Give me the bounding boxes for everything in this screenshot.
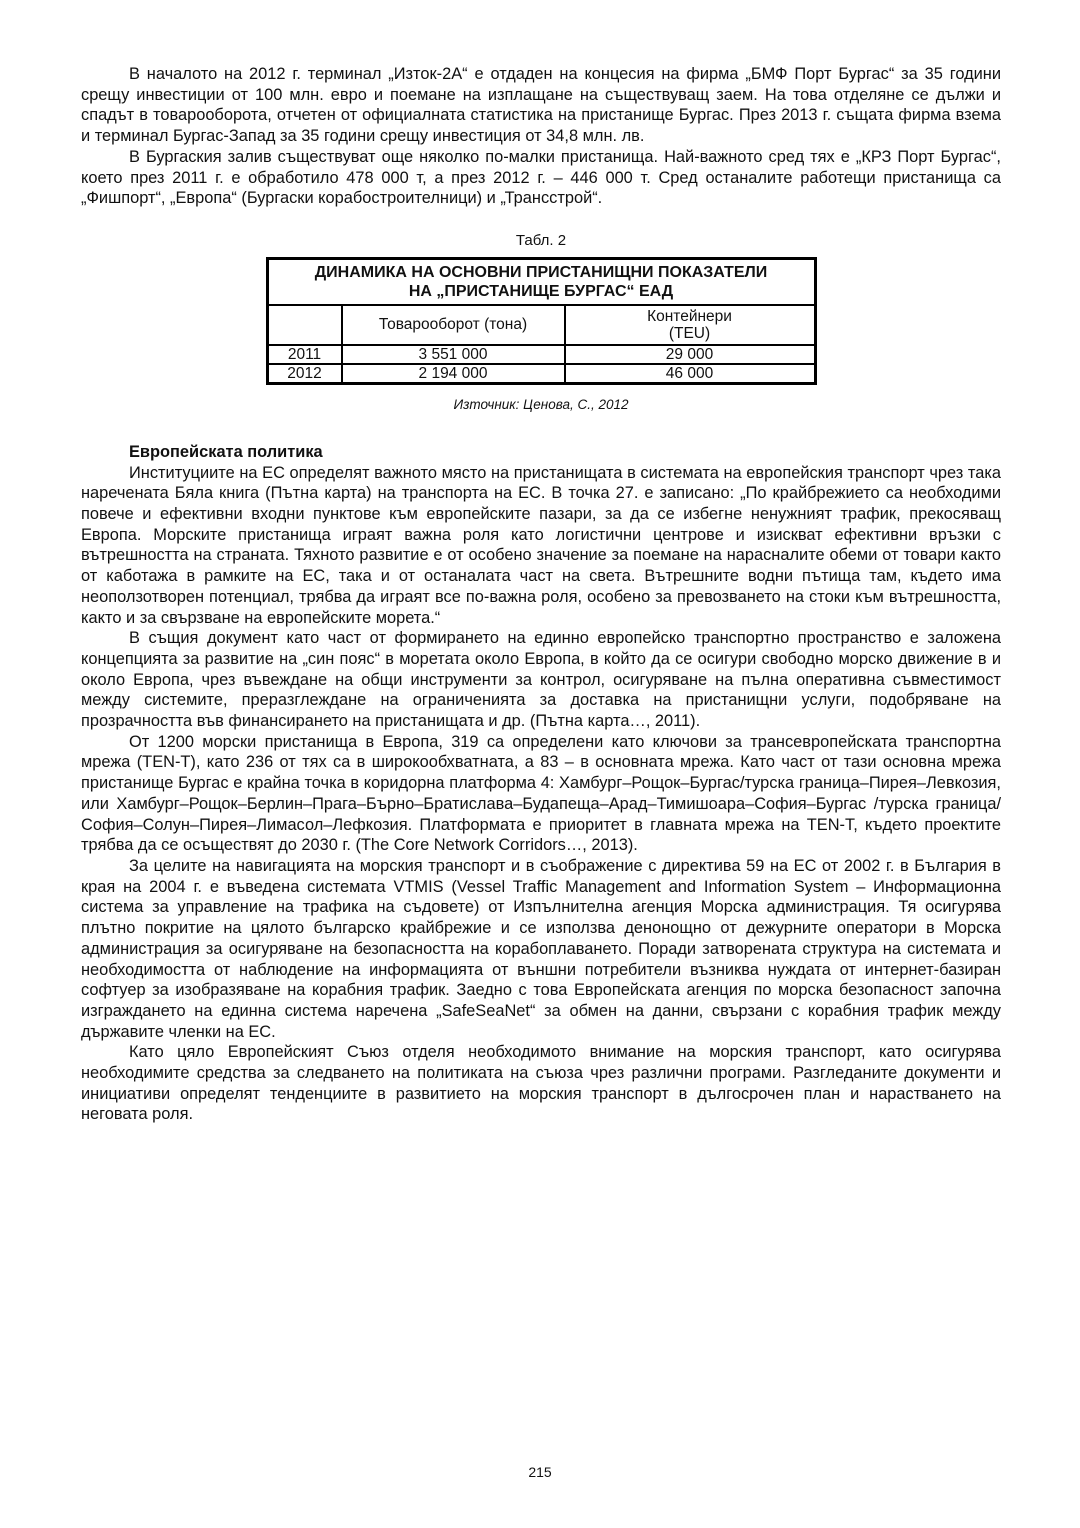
paragraph-concession: В началото на 2012 г. терминал „Изток-2А“ е отдаден на концесия на фирма „БМФ Порт Бургас“ за 35 години срещу инвестиции от 100 млн. евро и поемане на изплащане на съществуващ заем. На това отделяне се дължи и спадът в товарооборота, отчетен от официалната статистика на пристанище Бургас. През 2013 г. същата фирма взема и терминал Бургас-Запад за 35 години срещу инвестиция от 34,8 млн. лв. (81, 65, 1001, 146)
table-title-line-2: НА „ПРИСТАНИЩЕ БУРГАС“ ЕАД (408, 282, 674, 300)
row-containers: 46 000 (565, 364, 815, 383)
table-title (268, 259, 815, 305)
paragraph-white-paper: Институциите на ЕС определят важното място на пристанищата в системата на европейския транспорт чрез така наречената Бяла книга (Пътна карта) на транспорта на ЕС. В точка 27. е записано: „По крайбрежието са необходими повече и ефективни входни пунктове към европейските пазари, за да се избегне ненужният трафик, прекосяващ Европа. Морските пристанища играят важна роля като логистични центрове и изискват ефективни връзки с вътрешността на страната. Тяхното развитие е от особено значение за поемане на нарасналите обеми от товари както от каботажа в рамките на ЕС, така и от останалата част на света. Вътрешните водни пътища там, където има неоползотворен потенциал, трябва да играят все по-важна роля, особено за превозването на стоки към вътрешността, както и за свързване на европейските морета.“ (81, 463, 1001, 627)
paragraph-vtmis: За целите на навигацията на морския транспорт и в съображение с директива 59 на ЕС от 2002 г. в България в края на 2004 г. е въведена системата VTMIS (Vessel Traffic Management and Information System – Информационна система за управление на трафика на съдовете) от Изпълнителна агенция Морска администрация. Тя осигурява плътно покритие на цялото българско крайбрежие и се използва денонощно от дежурните оператори в Морска администрация за осигуряване на безопасността на корабоплаването. Поради затворената структура на системата и необходимостта от наблюдение на информацията от външни потребители възниква нуждата от интернет-базиран софтуер за изобразяване на корабния трафик. Заедно с това Европейската агенция по морска безопасност започна изграждането на единна система наречена „SafeSeaNet“ за обмен на данни, свързани с корабния трафик между държавите членки на ЕС. (81, 856, 1001, 1041)
document-page (81, 64, 1001, 1125)
row-cargo: 3 551 000 (342, 345, 565, 364)
header-containers-line-1: Контейнери (647, 307, 732, 325)
table-title-row (268, 259, 815, 305)
paragraph-burgas-bay-ports: В Бургаския залив съществуват още няколко по-малки пристанища. Най-важното сред тях е „КРЗ Порт Бургас“, което през 2011 г. е обработило 478 000 т, а през 2012 г. – 446 000 т. Сред останалите работещи пристанища са „Фишпорт“, „Европа“ (Бургаски корабостроителници) и „Трансстрой“. (81, 147, 1001, 208)
header-empty-cell (268, 305, 342, 345)
row-containers: 29 000 (565, 345, 815, 364)
header-containers (565, 305, 815, 345)
port-indicators-table (266, 257, 817, 385)
table-caption: Табл. 2 (515, 231, 567, 249)
paragraph-ten-t: От 1200 морски пристанища в Европа, 319 са определени като ключови за трансевропейската транспортна мрежа (TEN-T), като 236 от тях са в широкообхватната, а 83 – в основната мрежа. Като част от тази основна мрежа пристанище Бургас е крайна точка в коридорна платформа 4: Хамбург–Рощок–Бургас/турска граница–Пирея–Левкозия, или Хамбург–Рощок–Берлин–Прага–Бърно–Братислава–Будапеща–Арад–Тимишоара–София–Бургас /турска граница/ София–Солун–Пирея–Лимасол–Лефкозия. Платформата е приоритет в главната мрежа на TEN-T, където проектите трябва да се осъществят до 2030 г. (The Core Network Corridors…, 2013). (81, 732, 1001, 855)
table-title-line-1: ДИНАМИКА НА ОСНОВНИ ПРИСТАНИЩНИ ПОКАЗАТЕЛИ (314, 263, 768, 281)
table-source: Източник: Ценова, С., 2012 (453, 396, 629, 412)
header-containers-line-2: (TEU) (668, 324, 711, 342)
table-row (268, 345, 815, 364)
page-number: 215 (528, 1464, 552, 1480)
header-cargo: Товарооборот (тона) (342, 305, 565, 345)
paragraph-blue-belt: В същия документ като част от формирането на единно европейско транспортно пространство е заложена концепцията за развитие на „син пояс“ в моретата около Европа, в който да се осигури свободно морско движение в и около Европа, чрез въвеждане на общи инструменти за контрол, осигуряване на пълна оперативна съвместимост между системите, преразглеждане на ограниченията за доставка на пристанищни услуги, подобряване на прозрачността във финансирането на пристанищата и др. (Пътна карта…, 2011). (81, 629, 1001, 731)
row-year: 2011 (268, 345, 342, 364)
section-heading: Европейската политика (129, 442, 323, 461)
row-year: 2012 (268, 364, 342, 383)
paragraph-conclusion: Като цяло Европейският Съюз отделя необходимото внимание на морския транспорт, като осигурява необходимите средства за следването на политиката на съюза чрез различни програми. Разгледаните документи и инициативи определят тенденциите в развитието на морския транспорт в дългосрочен план и нарастването на неговата роля. (81, 1043, 1001, 1124)
table-header-row (268, 305, 815, 345)
row-cargo: 2 194 000 (342, 364, 565, 383)
table-row (268, 364, 815, 383)
